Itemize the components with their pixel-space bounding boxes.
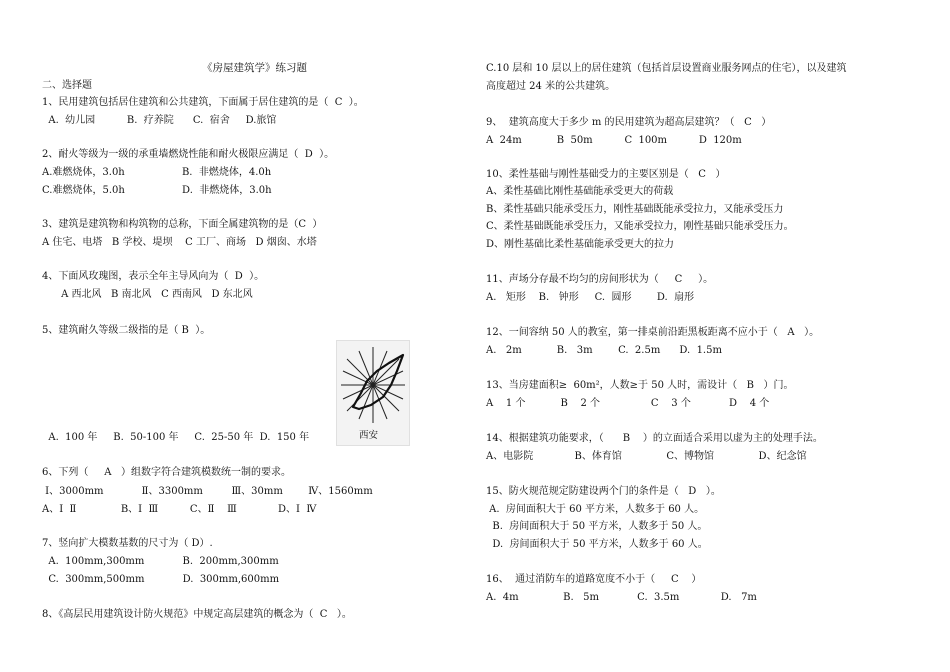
- question-16-options: A. 4m B. 5m C. 3.5m D. 7m: [486, 592, 757, 603]
- question-2-options-row2: C.难燃烧体，5.0h D. 非燃烧体，3.0h: [42, 185, 272, 196]
- question-6-values: Ⅰ、3000mm Ⅱ、3300mm Ⅲ、30mm Ⅳ、1560mm: [42, 486, 373, 497]
- question-4-stem: 4、下面风玫瑰图，表示全年主导风向为（ D ）。: [42, 271, 265, 282]
- question-7-options-row1: A. 100mm,300mm B. 200mm,300mm: [42, 556, 279, 567]
- wind-rose-figure: [336, 340, 410, 446]
- question-15-option-a: A. 房间面积大于 60 平方米，人数多于 60 人。: [486, 504, 705, 515]
- question-6-stem: 6、下列（ A ）组数字符合建筑模数统一制的要求。: [42, 467, 292, 478]
- question-8-option-c-line2: 高度超过 24 米的公共建筑。: [486, 81, 616, 92]
- question-10-option-b: B、柔性基础只能承受压力，刚性基础既能承受拉力，又能承受压力: [486, 204, 784, 215]
- question-8-option-c-line1: C.10 层和 10 层以上的居住建筑（包括首层设置商业服务网点的住宅），以及建筑: [486, 63, 847, 74]
- question-7-stem: 7、竖向扩大模数基数的尺寸为（ D）.: [42, 538, 213, 549]
- question-2-stem: 2、耐火等级为一级的承重墙燃烧性能和耐火极限应满足（ D ）。: [42, 149, 335, 160]
- wind-rose-caption: 西安: [359, 430, 379, 441]
- question-13-stem: 13、当房建面积≥ 60m²，人数≥于 50 人时，需设计（ B ）门。: [486, 380, 794, 391]
- wind-rose-diagram: [337, 341, 409, 429]
- question-12-stem: 12、一间容纳 50 人的教室，第一排桌前沿距黑板距离不应小于（ A ）。: [486, 327, 820, 338]
- question-3-options: A 住宅、电塔 B 学校、堤坝 C 工厂、商场 D 烟囱、水塔: [42, 237, 317, 248]
- question-6-options: A、Ⅰ Ⅱ B、Ⅰ Ⅲ C、Ⅱ Ⅲ D、Ⅰ Ⅳ: [42, 504, 317, 515]
- question-4-options: A 西北风 B 南北风 C 西南风 D 东北风: [42, 289, 253, 300]
- question-11-options: A. 矩形 B. 钟形 C. 圆形 D. 扇形: [486, 292, 695, 303]
- question-10-option-a: A、柔性基础比刚性基础能承受更大的荷载: [486, 186, 674, 197]
- question-10-option-d: D、刚性基础比柔性基础能承受更大的拉力: [486, 239, 675, 250]
- question-10-option-c: C、柔性基础既能承受压力，又能承受拉力，刚性基础只能承受压力。: [486, 221, 794, 232]
- question-14-stem: 14、根据建筑功能要求，（ B ）的立面适合采用以虚为主的处理手法。: [486, 433, 823, 444]
- question-8-stem: 8、《高层民用建筑设计防火规范》中规定高层建筑的概念为（ C ）。: [42, 609, 352, 620]
- question-13-options: A 1 个 B 2 个 C 3 个 D 4 个: [486, 398, 770, 409]
- question-9-options: A 24m B 50m C 100m D 120m: [486, 135, 742, 146]
- question-3-stem: 3、建筑是建筑物和构筑物的总称，下面全属建筑物的是（C ）: [42, 219, 323, 230]
- question-12-options: A. 2m B. 3m C. 2.5m D. 1.5m: [486, 345, 722, 356]
- question-9-stem: 9、 建筑高度大于多少 m 的民用建筑为超高层建筑？（ C ）: [486, 117, 772, 128]
- question-14-options: A、电影院 B、体育馆 C、博物馆 D、纪念馆: [486, 451, 807, 462]
- question-5-options: A. 100 年 B. 50-100 年 C. 25-50 年 D. 150 年: [42, 432, 310, 443]
- question-15-option-d: D. 房间面积大于 50 平方米，人数多于 60 人。: [486, 539, 708, 550]
- question-7-options-row2: C. 300mm,500mm D. 300mm,600mm: [42, 574, 280, 585]
- document-title: 《房屋建筑学》练习题: [202, 62, 307, 74]
- question-16-stem: 16、 通过消防车的道路宽度不小于（ C ）: [486, 574, 702, 585]
- question-1-options: A. 幼儿园 B. 疗养院 C. 宿舍 D.旅馆: [42, 115, 277, 126]
- question-5-stem: 5、建筑耐久等级二级指的是（ B ）。: [42, 325, 211, 336]
- question-15-stem: 15、防火规范规定防建设两个门的条件是（ D ）。: [486, 486, 721, 497]
- section-heading: 二、选择题: [42, 80, 92, 91]
- question-15-option-b: B. 房间面积大于 50 平方米，人数多于 50 人。: [486, 521, 708, 532]
- question-11-stem: 11、声场分存最不均匀的房间形状为（ C ）。: [486, 274, 714, 285]
- question-1-stem: 1、民用建筑包括居住建筑和公共建筑，下面属于居住建筑的是（ C ）。: [42, 97, 364, 108]
- question-10-stem: 10、柔性基础与刚性基础受力的主要区别是（ C ）: [486, 169, 726, 180]
- question-2-options-row1: A.难燃烧体，3.0h B. 非燃烧体，4.0h: [42, 167, 272, 178]
